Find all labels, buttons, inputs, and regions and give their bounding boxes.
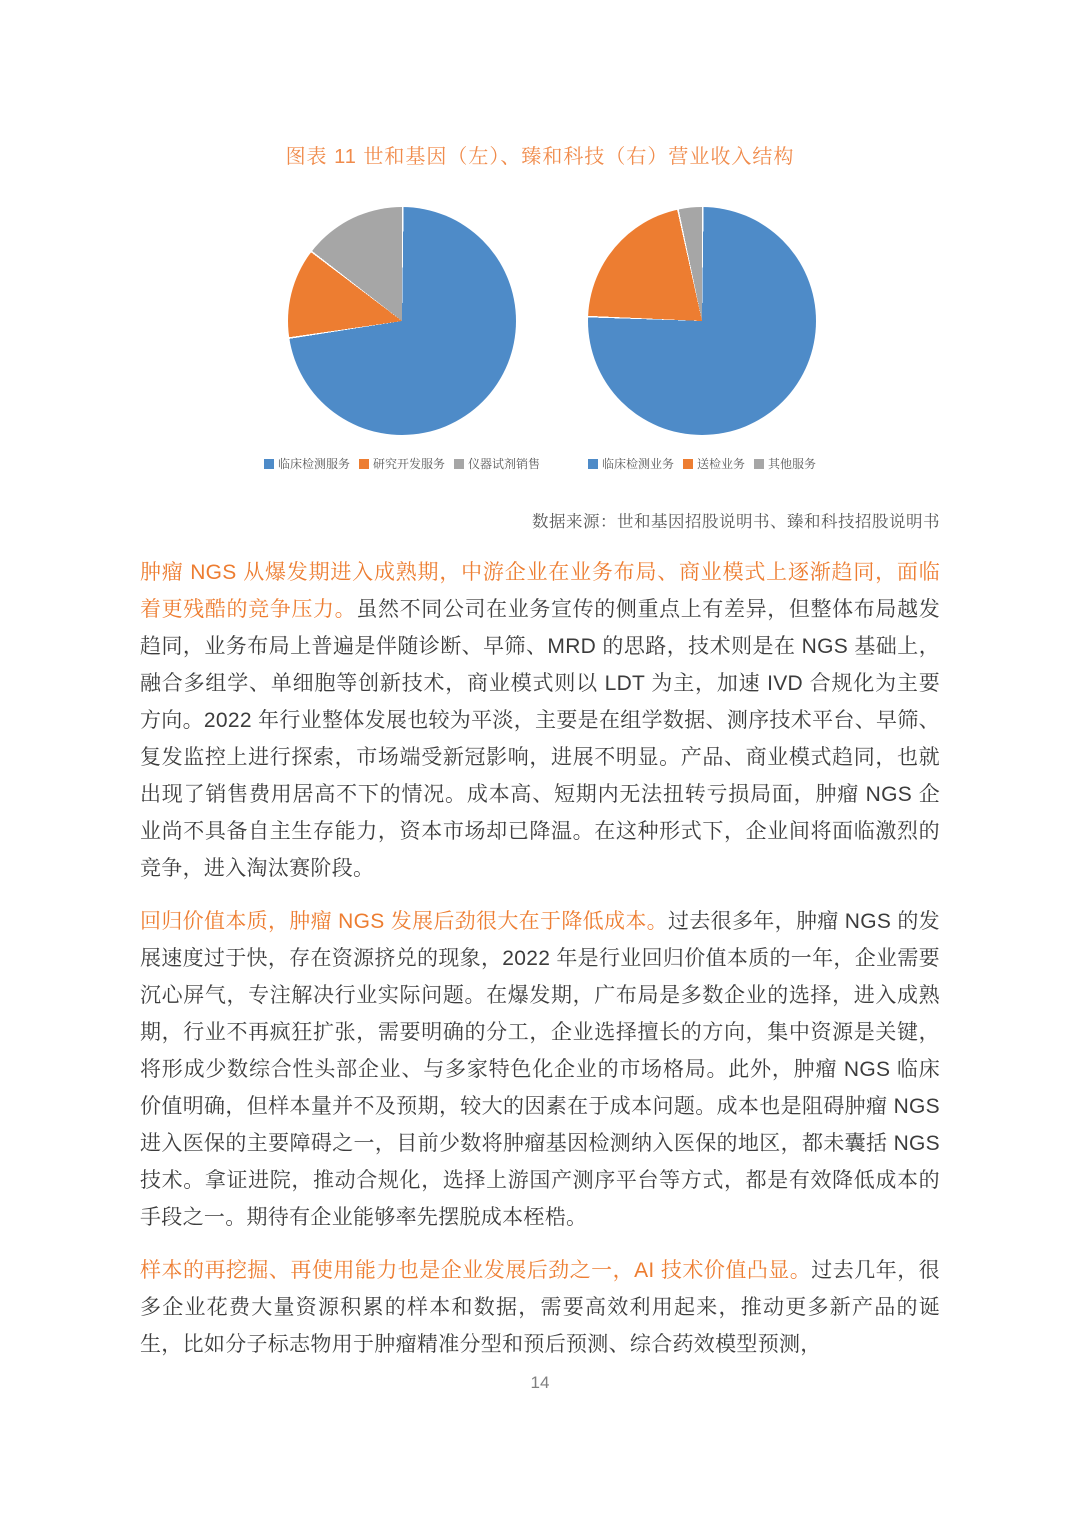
legend-item bbox=[683, 455, 745, 472]
page-number: 14 bbox=[530, 1373, 550, 1392]
legend-item bbox=[754, 455, 816, 472]
legend-item bbox=[264, 455, 350, 472]
legend-label: 仪器试剂销售 bbox=[467, 457, 540, 471]
paragraph-emphasis: 肿瘤 NGS 从爆发期进入成熟期，中游企业在业务布局、商业模式上逐渐趋同，面临着更残酷的竞争压力。 bbox=[140, 561, 940, 621]
pie-chart-left bbox=[288, 207, 516, 435]
paragraph bbox=[140, 903, 940, 1236]
legend-swatch bbox=[264, 459, 274, 469]
legend-swatch bbox=[683, 459, 693, 469]
paragraph-body: 虽然不同公司在业务宣传的侧重点上有差异，但整体布局越发趋同，业务布局上普遍是伴随诊断、早筛、MRD 的思路，技术则是在 NGS 基础上，融合多组学、单细胞等创新技术，商业模式则以 LDT 为主，加速 IVD 合规化为主要方向。2022 年行业整体发展也较为平淡，主要是在组学数据、测序技术平台、早筛、复发监控上进行探索，市场端受新冠影响，进展不明显。产品、商业模式趋同，也就出现了销售费用居高不下的情况。成本高、短期内无法扭转亏损局面，肿瘤 NGS 企业尚不具备自主生存能力，资本市场却已降温。在这种形式下，企业间将面临激烈的竞争，进入淘汰赛阶段。 bbox=[140, 598, 940, 880]
pie-chart-right-block bbox=[588, 207, 816, 472]
pie-chart-right bbox=[588, 207, 816, 435]
legend-swatch bbox=[454, 459, 464, 469]
paragraph-body: 过去几年，很多企业花费大量资源积累的样本和数据，需要高效利用起来，推动更多新产品的诞生，比如分子标志物用于肿瘤精准分型和预后预测、综合药效模型预测， bbox=[140, 1259, 940, 1356]
legend-label: 临床检测服务 bbox=[277, 457, 350, 471]
paragraph-emphasis: 样本的再挖掘、再使用能力也是企业发展后劲之一，AI 技术价值凸显。 bbox=[140, 1259, 812, 1282]
legend-label: 送检业务 bbox=[697, 457, 746, 471]
paragraph bbox=[140, 554, 940, 887]
legend-swatch bbox=[359, 459, 369, 469]
paragraph-body: 过去很多年，肿瘤 NGS 的发展速度过于快，存在资源挤兑的现象，2022 年是行业回归价值本质的一年，企业需要沉心屏气，专注解决行业实际问题。在爆发期，广布局是多数企业的选择，进入成熟期，行业不再疯狂扩张，需要明确的分工，企业选择擅长的方向，集中资源是关键，将形成少数综合性头部企业、与多家特色化企业的市场格局。此外，肿瘤 NGS 临床价值明确，但样本量并不及预期，较大的因素在于成本问题。成本也是阻碍肿瘤 NGS 进入医保的主要障碍之一，目前少数将肿瘤基因检测纳入医保的地区，都未囊括 NGS 技术。拿证进院，推动合规化，选择上游国产测序平台等方式，都是有效降低成本的手段之一。期待有企业能够率先摆脱成本桎梏。 bbox=[140, 910, 940, 1229]
legend-label: 临床检测业务 bbox=[602, 457, 675, 471]
legend-item bbox=[359, 455, 445, 472]
legend-item bbox=[454, 455, 540, 472]
legend-swatch bbox=[754, 459, 764, 469]
legend-label: 研究开发服务 bbox=[372, 457, 445, 471]
pie-chart-left-block bbox=[264, 207, 540, 472]
charts-row bbox=[140, 207, 940, 472]
legend-label: 其他服务 bbox=[768, 457, 817, 471]
data-source-caption: 数据来源：世和基因招股说明书、臻和科技招股说明书 bbox=[532, 513, 940, 531]
paragraph bbox=[140, 1252, 940, 1363]
body-text bbox=[140, 554, 940, 1363]
legend-item bbox=[588, 455, 674, 472]
pie-chart-left-legend bbox=[264, 455, 540, 472]
pie-chart-right-legend bbox=[588, 455, 816, 472]
paragraph-emphasis: 回归价值本质，肿瘤 NGS 发展后劲很大在于降低成本。 bbox=[140, 910, 668, 933]
legend-swatch bbox=[588, 459, 598, 469]
figure-title: 图表 11 世和基因（左）、臻和科技（右）营业收入结构 bbox=[285, 146, 795, 168]
